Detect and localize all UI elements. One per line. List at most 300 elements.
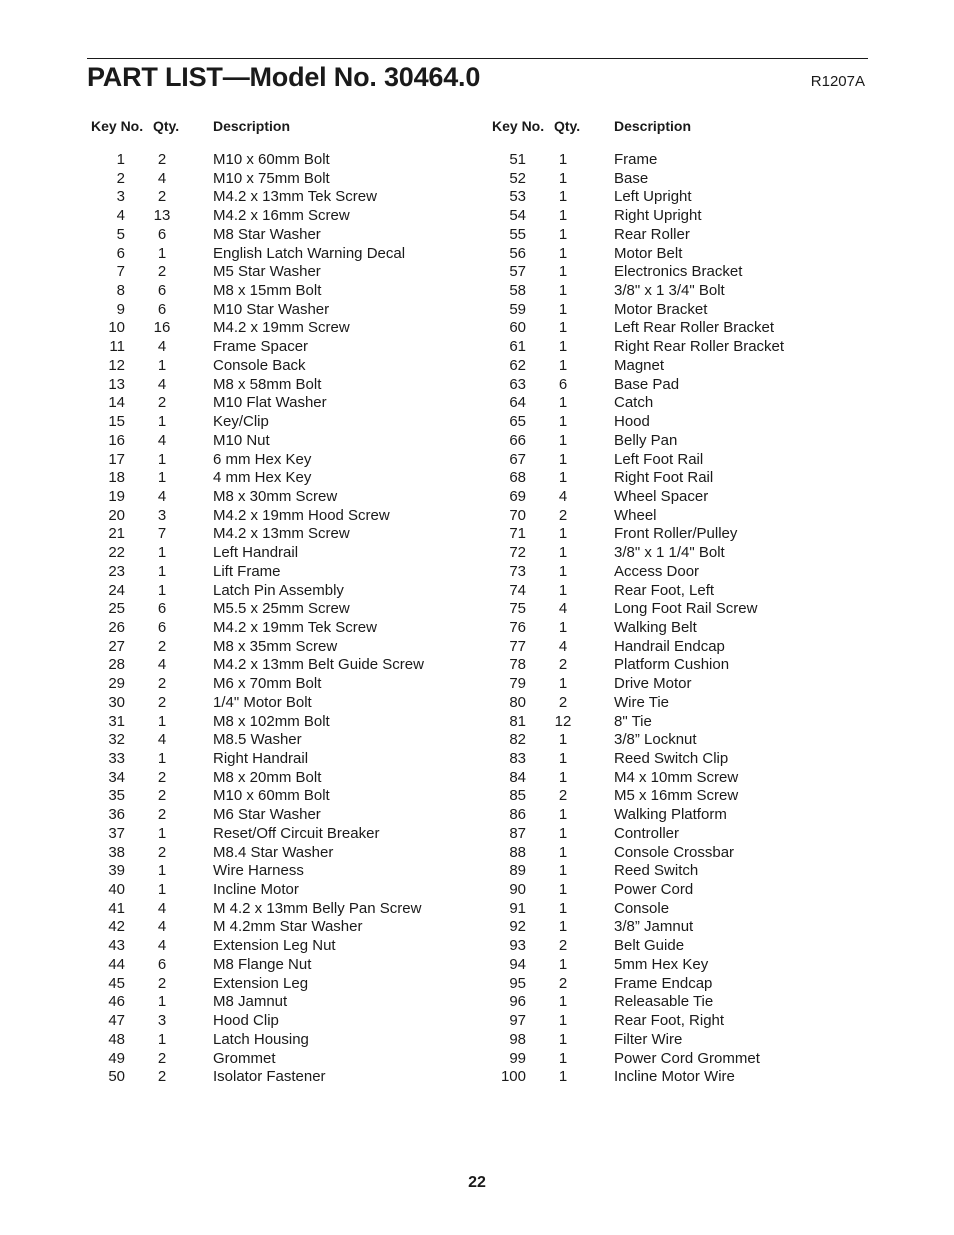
part-quantity: 4 — [157, 431, 167, 449]
part-key-number: 55 — [509, 225, 526, 243]
page-title: PART LIST—Model No. 30464.0 — [87, 62, 481, 92]
part-key-number: 49 — [108, 1049, 125, 1067]
part-key-number: 92 — [509, 918, 526, 936]
part-quantity: 1 — [157, 1030, 167, 1048]
part-key-number: 25 — [108, 600, 125, 618]
part-description: Latch Pin Assembly — [213, 581, 344, 599]
part-key-number: 77 — [509, 637, 526, 655]
part-key-number: 84 — [509, 768, 526, 786]
part-quantity: 2 — [157, 806, 167, 824]
part-quantity: 2 — [157, 151, 167, 168]
part-description: Hood Clip — [213, 1012, 279, 1030]
part-quantity: 4 — [157, 338, 167, 356]
part-description: M6 Star Washer — [213, 806, 321, 824]
part-quantity: 3 — [157, 506, 167, 524]
part-quantity: 1 — [558, 244, 568, 262]
part-quantity: 4 — [157, 731, 167, 749]
part-description: Left Handrail — [213, 544, 299, 562]
part-quantity: 4 — [157, 169, 167, 187]
part-description: Motor Bracket — [614, 300, 708, 318]
column-header-description: Description — [213, 118, 291, 134]
part-description: 3/8" x 1 1/4" Bolt — [614, 544, 725, 562]
part-description: Power Cord Grommet — [614, 1049, 760, 1067]
part-description: Console — [614, 899, 670, 917]
part-key-number: 24 — [108, 581, 125, 599]
part-key-number: 37 — [108, 824, 125, 842]
part-description: Wire Harness — [213, 862, 304, 880]
part-key-number: 57 — [509, 263, 526, 281]
part-description: Incline Motor Wire — [614, 1068, 735, 1086]
part-quantity: 1 — [157, 750, 167, 767]
part-description: Walking Platform — [614, 806, 727, 824]
part-description: 1/4" Motor Bolt — [213, 693, 312, 711]
part-key-number: 50 — [108, 1068, 125, 1086]
part-quantity: 1 — [558, 675, 568, 693]
part-key-number: 3 — [116, 188, 125, 206]
part-description: Controller — [614, 824, 680, 842]
part-key-number: 91 — [509, 899, 526, 917]
part-quantity: 2 — [558, 937, 568, 955]
part-description: M8 Flange Nut — [213, 955, 312, 973]
part-description: Access Door — [614, 562, 700, 580]
part-description: Rear Foot, Left — [614, 581, 715, 599]
part-key-number: 93 — [509, 937, 526, 955]
part-description: Walking Belt — [614, 618, 697, 636]
part-key-number: 65 — [509, 413, 526, 431]
part-key-number: 90 — [509, 881, 526, 899]
part-key-number: 13 — [108, 375, 125, 393]
part-key-number: 95 — [509, 974, 526, 992]
part-key-number: 80 — [509, 693, 526, 711]
part-key-number: 48 — [108, 1030, 125, 1048]
part-key-number: 44 — [108, 955, 125, 973]
part-quantity: 1 — [558, 955, 568, 973]
part-description: Power Cord — [614, 881, 694, 899]
part-quantity: 2 — [157, 263, 167, 281]
part-key-number: 71 — [509, 525, 526, 543]
part-key-number: 98 — [509, 1030, 526, 1048]
part-description: Right Upright — [614, 207, 702, 225]
part-key-number: 76 — [509, 618, 526, 636]
column-header-qty: Qty. — [554, 118, 581, 134]
part-description: Console Back — [213, 356, 306, 374]
part-description: Right Foot Rail — [614, 469, 714, 487]
part-quantity: 6 — [157, 955, 167, 973]
part-quantity: 2 — [558, 974, 568, 992]
part-key-number: 18 — [108, 469, 125, 487]
part-quantity: 1 — [558, 450, 568, 468]
part-key-number: 1 — [116, 151, 125, 168]
part-quantity: 1 — [558, 806, 568, 824]
part-description: Right Handrail — [213, 750, 309, 767]
part-description: M5.5 x 25mm Screw — [213, 600, 350, 618]
part-description: Right Rear Roller Bracket — [614, 338, 785, 356]
part-key-number: 38 — [108, 843, 125, 861]
part-key-number: 35 — [108, 787, 125, 805]
part-description: Handrail Endcap — [614, 637, 725, 655]
part-key-number: 41 — [108, 899, 125, 917]
part-description: M4 x 10mm Screw — [614, 768, 739, 786]
part-description: Motor Belt — [614, 244, 683, 262]
part-key-number: 4 — [116, 207, 125, 225]
part-description: Wheel — [614, 506, 657, 524]
part-description: Electronics Bracket — [614, 263, 743, 281]
part-key-number: 51 — [509, 151, 526, 168]
part-description: Frame — [614, 151, 658, 168]
part-quantity: 4 — [157, 375, 167, 393]
part-key-number: 46 — [108, 993, 125, 1011]
part-quantity: 1 — [558, 843, 568, 861]
part-quantity: 1 — [558, 581, 568, 599]
part-quantity: 1 — [157, 581, 167, 599]
part-quantity: 4 — [157, 937, 167, 955]
part-description: Releasable Tie — [614, 993, 714, 1011]
part-description: Key/Clip — [213, 413, 269, 431]
part-quantity: 1 — [558, 731, 568, 749]
part-key-number: 81 — [509, 712, 526, 730]
part-description: M5 x 16mm Screw — [614, 787, 739, 805]
part-quantity: 1 — [558, 1068, 568, 1086]
part-quantity: 2 — [157, 1049, 167, 1067]
part-description: Belt Guide — [614, 937, 685, 955]
part-key-number: 33 — [108, 750, 125, 767]
part-quantity: 4 — [157, 656, 167, 674]
part-description: Left Upright — [614, 188, 692, 206]
part-quantity: 1 — [558, 188, 568, 206]
part-key-number: 69 — [509, 487, 526, 505]
part-quantity: 1 — [558, 881, 568, 899]
part-description: M10 x 60mm Bolt — [213, 787, 330, 805]
part-description: Frame Endcap — [614, 974, 713, 992]
part-description: 8" Tie — [614, 712, 652, 730]
part-description: M4.2 x 19mm Hood Screw — [213, 506, 390, 524]
part-description: Belly Pan — [614, 431, 678, 449]
part-key-number: 26 — [108, 618, 125, 636]
column-header-key: Key No. — [492, 118, 545, 134]
part-key-number: 16 — [108, 431, 125, 449]
part-quantity: 1 — [157, 881, 167, 899]
part-description: Platform Cushion — [614, 656, 730, 674]
part-key-number: 10 — [108, 319, 125, 337]
part-description: M8 x 30mm Screw — [213, 487, 338, 505]
part-key-number: 66 — [509, 431, 526, 449]
part-key-number: 15 — [108, 413, 125, 431]
part-quantity: 1 — [558, 562, 568, 580]
part-description: Rear Foot, Right — [614, 1012, 725, 1030]
part-key-number: 14 — [108, 394, 125, 412]
part-quantity: 4 — [558, 487, 568, 505]
part-description: 3/8" x 1 3/4" Bolt — [614, 282, 725, 300]
part-key-number: 83 — [509, 750, 526, 767]
part-key-number: 30 — [108, 693, 125, 711]
part-description: 5mm Hex Key — [614, 955, 709, 973]
part-quantity: 6 — [157, 300, 167, 318]
part-description: Extension Leg — [213, 974, 309, 992]
part-quantity: 2 — [157, 188, 167, 206]
part-quantity: 2 — [157, 843, 167, 861]
part-key-number: 59 — [509, 300, 526, 318]
column-header-description: Description — [614, 118, 692, 134]
part-description: Left Rear Roller Bracket — [614, 319, 775, 337]
part-quantity: 2 — [558, 693, 568, 711]
part-description: Front Roller/Pulley — [614, 525, 738, 543]
part-quantity: 6 — [157, 282, 167, 300]
part-description: Extension Leg Nut — [213, 937, 336, 955]
part-quantity: 1 — [558, 918, 568, 936]
part-key-number: 47 — [108, 1012, 125, 1030]
part-key-number: 58 — [509, 282, 526, 300]
part-key-number: 96 — [509, 993, 526, 1011]
part-quantity: 1 — [558, 862, 568, 880]
part-quantity: 1 — [558, 413, 568, 431]
part-key-number: 34 — [108, 768, 125, 786]
part-quantity: 4 — [558, 600, 568, 618]
part-quantity: 1 — [558, 544, 568, 562]
part-quantity: 1 — [157, 544, 167, 562]
part-key-number: 8 — [116, 282, 125, 300]
part-key-number: 73 — [509, 562, 526, 580]
part-quantity: 12 — [554, 712, 572, 730]
part-key-number: 70 — [509, 506, 526, 524]
part-quantity: 1 — [558, 824, 568, 842]
part-quantity: 2 — [558, 656, 568, 674]
part-key-number: 86 — [509, 806, 526, 824]
part-description: 6 mm Hex Key — [213, 450, 312, 468]
part-key-number: 100 — [500, 1068, 526, 1086]
part-description: Magnet — [614, 356, 665, 374]
part-key-number: 99 — [509, 1049, 526, 1067]
part-description: Console Crossbar — [614, 843, 735, 861]
part-description: Wheel Spacer — [614, 487, 709, 505]
part-description: M10 Flat Washer — [213, 394, 327, 412]
part-key-number: 7 — [116, 263, 125, 281]
part-key-number: 75 — [509, 600, 526, 618]
part-description: M10 Nut — [213, 431, 270, 449]
part-key-number: 29 — [108, 675, 125, 693]
part-quantity: 1 — [157, 993, 167, 1011]
part-key-number: 12 — [108, 356, 125, 374]
part-quantity: 6 — [558, 375, 568, 393]
part-description: Long Foot Rail Screw — [614, 600, 758, 618]
document-id: R1207A — [810, 73, 865, 90]
header-rule — [87, 58, 868, 59]
part-description: 3/8” Locknut — [614, 731, 697, 749]
part-key-number: 43 — [108, 937, 125, 955]
part-description: Frame Spacer — [213, 338, 309, 356]
part-description: Base — [614, 169, 649, 187]
part-key-number: 61 — [509, 338, 526, 356]
part-description: M8 x 102mm Bolt — [213, 712, 330, 730]
part-quantity: 4 — [157, 487, 167, 505]
part-quantity: 1 — [157, 450, 167, 468]
part-key-number: 82 — [509, 731, 526, 749]
part-quantity: 6 — [157, 225, 167, 243]
part-quantity: 1 — [157, 356, 167, 374]
part-key-number: 67 — [509, 450, 526, 468]
part-key-number: 78 — [509, 656, 526, 674]
part-description: Grommet — [213, 1049, 276, 1067]
part-key-number: 54 — [509, 207, 526, 225]
part-quantity: 1 — [558, 263, 568, 281]
part-key-number: 42 — [108, 918, 125, 936]
part-quantity: 1 — [558, 899, 568, 917]
part-description: English Latch Warning Decal — [213, 244, 406, 262]
part-description: Latch Housing — [213, 1030, 309, 1048]
part-quantity: 2 — [157, 768, 167, 786]
part-description: M8.4 Star Washer — [213, 843, 334, 861]
part-description: M4.2 x 13mm Belt Guide Screw — [213, 656, 424, 674]
part-description: 4 mm Hex Key — [213, 469, 312, 487]
part-key-number: 2 — [116, 169, 125, 187]
part-key-number: 5 — [116, 225, 125, 243]
part-quantity: 2 — [157, 637, 167, 655]
part-key-number: 22 — [108, 544, 125, 562]
part-quantity: 1 — [558, 431, 568, 449]
part-quantity: 3 — [157, 1012, 167, 1030]
part-key-number: 72 — [509, 544, 526, 562]
part-key-number: 53 — [509, 188, 526, 206]
column-header-key: Key No. — [91, 118, 144, 134]
part-key-number: 56 — [509, 244, 526, 262]
part-quantity: 1 — [558, 525, 568, 543]
part-quantity: 2 — [157, 974, 167, 992]
part-key-number: 88 — [509, 843, 526, 861]
part-description: M8 x 58mm Bolt — [213, 375, 322, 393]
part-quantity: 1 — [558, 750, 568, 767]
part-quantity: 1 — [558, 469, 568, 487]
part-key-number: 6 — [116, 244, 125, 262]
part-quantity: 1 — [558, 356, 568, 374]
part-quantity: 1 — [157, 562, 167, 580]
part-quantity: 1 — [558, 300, 568, 318]
part-quantity: 4 — [157, 899, 167, 917]
part-quantity: 2 — [157, 1068, 167, 1086]
part-quantity: 1 — [157, 824, 167, 842]
part-description: Catch — [614, 394, 654, 412]
part-key-number: 68 — [509, 469, 526, 487]
part-description: M4.2 x 13mm Tek Screw — [213, 188, 377, 206]
part-quantity: 2 — [157, 787, 167, 805]
part-key-number: 17 — [108, 450, 125, 468]
part-quantity: 2 — [157, 693, 167, 711]
part-description: M8 x 20mm Bolt — [213, 768, 322, 786]
part-key-number: 9 — [116, 300, 125, 318]
part-key-number: 23 — [108, 562, 125, 580]
part-description: M10 x 75mm Bolt — [213, 169, 330, 187]
part-description: Left Foot Rail — [614, 450, 704, 468]
part-description: Rear Roller — [614, 225, 690, 243]
part-key-number: 19 — [108, 487, 125, 505]
part-quantity: 16 — [153, 319, 171, 337]
part-quantity: 6 — [157, 600, 167, 618]
part-description: Reset/Off Circuit Breaker — [213, 824, 380, 842]
part-quantity: 1 — [157, 244, 167, 262]
part-quantity: 2 — [558, 506, 568, 524]
part-key-number: 21 — [108, 525, 125, 543]
part-key-number: 36 — [108, 806, 125, 824]
part-description: Drive Motor — [614, 675, 692, 693]
part-description: M8 Star Washer — [213, 225, 321, 243]
part-key-number: 32 — [108, 731, 125, 749]
part-key-number: 60 — [509, 319, 526, 337]
part-quantity: 1 — [157, 413, 167, 431]
part-description: Reed Switch — [614, 862, 699, 880]
part-key-number: 74 — [509, 581, 526, 599]
part-description: M8 x 35mm Screw — [213, 637, 338, 655]
part-key-number: 39 — [108, 862, 125, 880]
part-description: Reed Switch Clip — [614, 750, 729, 767]
part-key-number: 85 — [509, 787, 526, 805]
part-key-number: 27 — [108, 637, 125, 655]
part-description: M8 x 15mm Bolt — [213, 282, 322, 300]
part-description: Hood — [614, 413, 650, 431]
part-quantity: 1 — [558, 207, 568, 225]
column-header-qty: Qty. — [153, 118, 180, 134]
part-quantity: 1 — [558, 225, 568, 243]
part-description: Isolator Fastener — [213, 1068, 326, 1086]
part-quantity: 1 — [558, 618, 568, 636]
part-description: M5 Star Washer — [213, 263, 321, 281]
part-quantity: 4 — [558, 637, 568, 655]
part-quantity: 1 — [558, 1049, 568, 1067]
part-quantity: 2 — [157, 675, 167, 693]
part-description: M4.2 x 16mm Screw — [213, 207, 350, 225]
part-quantity: 13 — [153, 207, 171, 225]
part-quantity: 1 — [558, 338, 568, 356]
part-key-number: 89 — [509, 862, 526, 880]
part-quantity: 1 — [558, 1012, 568, 1030]
part-key-number: 31 — [108, 712, 125, 730]
part-description: M6 x 70mm Bolt — [213, 675, 322, 693]
part-description: M8 Jamnut — [213, 993, 288, 1011]
part-description: Incline Motor — [213, 881, 299, 899]
part-quantity: 4 — [157, 918, 167, 936]
part-quantity: 6 — [157, 618, 167, 636]
part-description: Filter Wire — [614, 1030, 683, 1048]
part-key-number: 11 — [109, 338, 125, 356]
part-quantity: 1 — [157, 862, 167, 880]
part-quantity: 1 — [157, 469, 167, 487]
part-quantity: 1 — [157, 712, 167, 730]
part-quantity: 1 — [558, 993, 568, 1011]
part-quantity: 1 — [558, 151, 568, 168]
part-description: M10 x 60mm Bolt — [213, 151, 330, 168]
part-key-number: 52 — [509, 169, 526, 187]
part-key-number: 63 — [509, 375, 526, 393]
part-key-number: 87 — [509, 824, 526, 842]
part-key-number: 45 — [108, 974, 125, 992]
part-description: Base Pad — [614, 375, 680, 393]
part-description: Lift Frame — [213, 562, 281, 580]
part-quantity: 2 — [558, 787, 568, 805]
part-description: 3/8” Jamnut — [614, 918, 694, 936]
part-key-number: 79 — [509, 675, 526, 693]
part-key-number: 40 — [108, 881, 125, 899]
part-key-number: 97 — [509, 1012, 526, 1030]
part-quantity: 1 — [558, 768, 568, 786]
part-description: M4.2 x 19mm Screw — [213, 319, 350, 337]
part-quantity: 2 — [157, 394, 167, 412]
part-key-number: 62 — [509, 356, 526, 374]
page-number: 22 — [468, 1174, 486, 1191]
part-key-number: 20 — [108, 506, 125, 524]
part-quantity: 1 — [558, 394, 568, 412]
part-description: M4.2 x 19mm Tek Screw — [213, 618, 377, 636]
part-key-number: 94 — [509, 955, 526, 973]
part-quantity: 7 — [157, 525, 167, 543]
part-description: M4.2 x 13mm Screw — [213, 525, 350, 543]
part-quantity: 1 — [558, 1030, 568, 1048]
